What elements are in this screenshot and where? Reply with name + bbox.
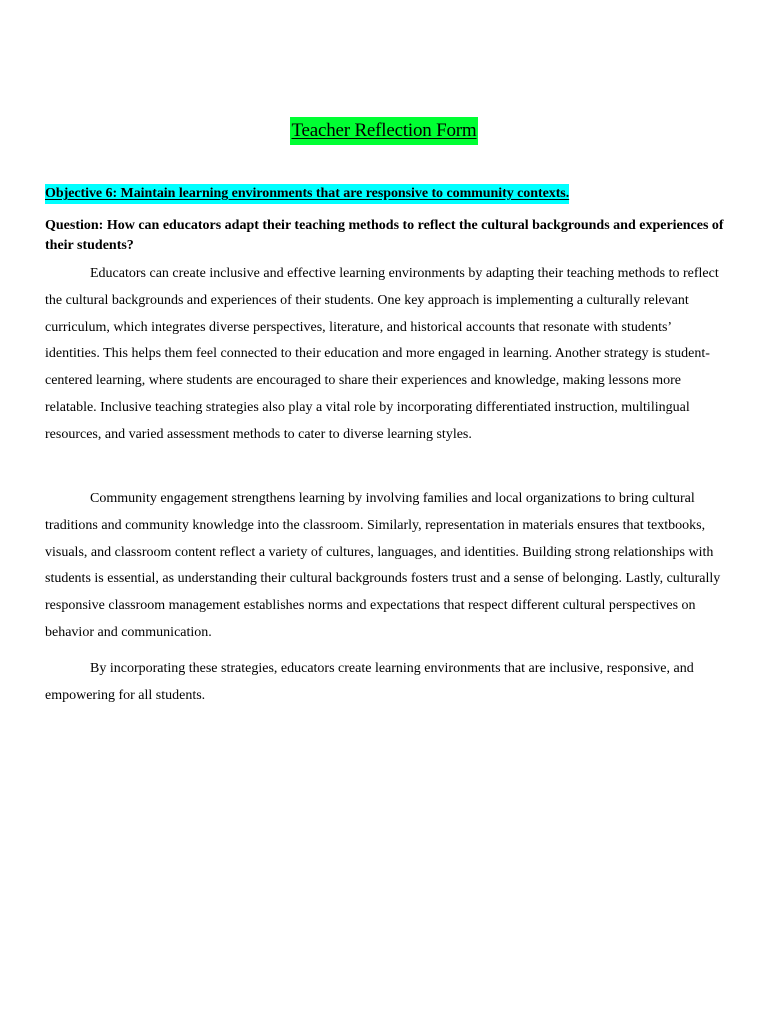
- document-title: Teacher Reflection Form: [290, 117, 477, 145]
- question-heading: Question: How can educators adapt their teaching methods to reflect the cultural backgrounds and experiences of their students?: [45, 218, 724, 253]
- body-paragraph-3: By incorporating these strategies, educators create learning environments that are inclusive, responsive, and empowering for all students.: [45, 661, 694, 703]
- body-paragraph-1: Educators can create inclusive and effective learning environments by adapting their teaching methods to reflect the cultural backgrounds and experiences of their students. One key approach is implementing a culturally relevant curriculum, which integrates diverse perspectives, literature, and historical accounts that resonate with students’ identities. This helps them feel connected to their education and more engaged in learning. Another strategy is student-centered learning, where students are encouraged to share their experiences and knowledge, making lessons more relatable. Inclusive teaching strategies also play a vital role by incorporating differentiated instruction, multilingual resources, and varied assessment methods to cater to diverse learning styles.: [45, 266, 719, 442]
- objective-heading: Objective 6: Maintain learning environments that are responsive to community contexts.: [45, 184, 569, 204]
- title-container: [0, 117, 768, 145]
- body-paragraph-2: Community engagement strengthens learning by involving families and local organizations to bring cultural traditions and community knowledge into the classroom. Similarly, representation in materials ensures that textbooks, visuals, and classroom content reflect a variety of cultures, languages, and identities. Building strong relationships with students is essential, as understanding their cultural backgrounds fosters trust and a sense of belonging. Lastly, culturally responsive classroom management establishes norms and expectations that respect different cultural perspectives on behavior and communication.: [45, 491, 721, 640]
